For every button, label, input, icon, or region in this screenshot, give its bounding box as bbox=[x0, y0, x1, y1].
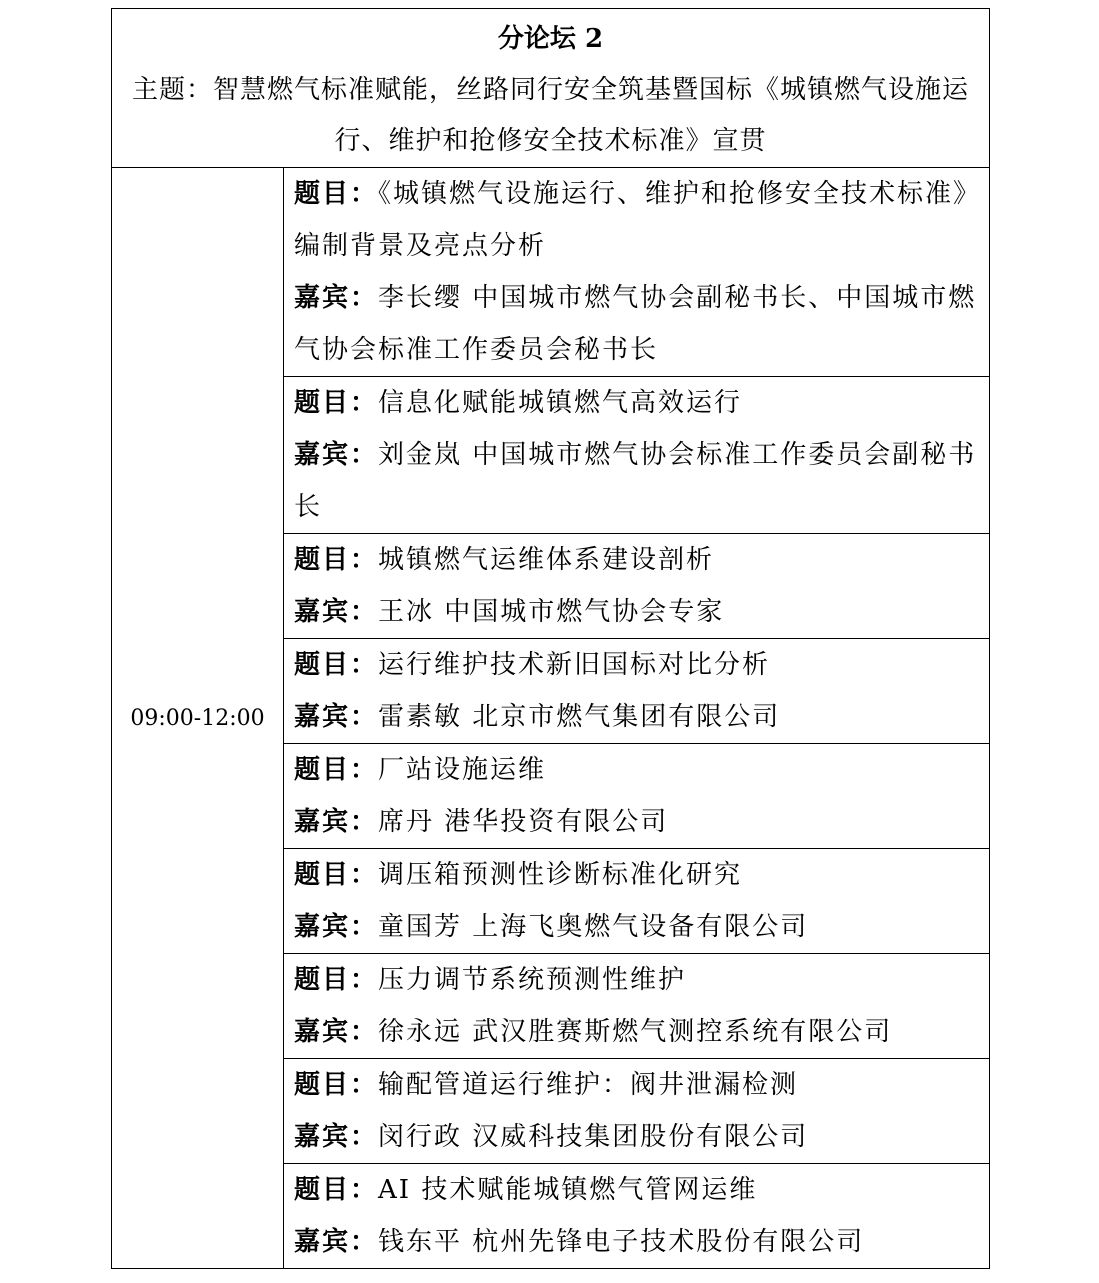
session-topic bbox=[284, 168, 989, 272]
topic-text: AI 技术赋能城镇燃气管网运维 bbox=[378, 1175, 758, 1205]
topic-text: 信息化赋能城镇燃气高效运行 bbox=[378, 388, 743, 418]
speaker-text: 席丹 港华投资有限公司 bbox=[378, 807, 669, 837]
topic-label: 题目： bbox=[294, 860, 379, 890]
topic-text: 压力调节系统预测性维护 bbox=[378, 965, 687, 995]
topic-label: 题目： bbox=[294, 179, 379, 209]
session-topic bbox=[284, 534, 989, 586]
forum-header-row bbox=[112, 9, 990, 168]
session-cell bbox=[284, 954, 990, 1059]
speaker-text: 童国芳 上海飞奥燃气设备有限公司 bbox=[378, 912, 809, 942]
speaker-label: 嘉宾： bbox=[294, 702, 379, 732]
session-topic bbox=[284, 954, 989, 1006]
topic-text: 输配管道运行维护：阀井泄漏检测 bbox=[378, 1070, 799, 1100]
speaker-label: 嘉宾： bbox=[294, 1227, 379, 1257]
session-speaker bbox=[284, 586, 989, 638]
session-cell bbox=[284, 744, 990, 849]
speaker-label: 嘉宾： bbox=[294, 597, 379, 627]
session-speaker bbox=[284, 272, 989, 376]
speaker-text: 闵行政 汉威科技集团股份有限公司 bbox=[378, 1122, 809, 1152]
speaker-text: 雷素敏 北京市燃气集团有限公司 bbox=[378, 702, 781, 732]
speaker-text: 钱东平 杭州先锋电子技术股份有限公司 bbox=[378, 1227, 865, 1257]
session-cell bbox=[284, 168, 990, 377]
topic-text: 城镇燃气运维体系建设剖析 bbox=[378, 545, 715, 575]
session-speaker bbox=[284, 901, 989, 953]
session-speaker bbox=[284, 429, 989, 533]
topic-label: 题目： bbox=[294, 388, 379, 418]
topic-label: 题目： bbox=[294, 965, 379, 995]
session-cell bbox=[284, 377, 990, 534]
session-speaker bbox=[284, 1111, 989, 1163]
session-cell bbox=[284, 849, 990, 954]
topic-label: 题目： bbox=[294, 1070, 379, 1100]
speaker-label: 嘉宾： bbox=[294, 807, 379, 837]
session-cell bbox=[284, 639, 990, 744]
topic-text: 调压箱预测性诊断标准化研究 bbox=[378, 860, 743, 890]
topic-text: 《城镇燃气设施运行、维护和抢修安全技术标准》编制背景及亮点分析 bbox=[294, 179, 969, 261]
speaker-text: 刘金岚 中国城市燃气协会标准工作委员会副秘书长 bbox=[294, 440, 977, 522]
session-topic bbox=[284, 1164, 989, 1216]
session-speaker bbox=[284, 1216, 989, 1268]
topic-text: 运行维护技术新旧国标对比分析 bbox=[378, 650, 771, 680]
speaker-text: 徐永远 武汉胜赛斯燃气测控系统有限公司 bbox=[378, 1017, 893, 1047]
session-speaker bbox=[284, 691, 989, 743]
session-speaker bbox=[284, 796, 989, 848]
session-topic bbox=[284, 744, 989, 796]
topic-label: 题目： bbox=[294, 755, 379, 785]
forum-header-cell bbox=[112, 9, 990, 168]
session-topic bbox=[284, 849, 989, 901]
speaker-label: 嘉宾： bbox=[294, 912, 379, 942]
session-topic bbox=[284, 639, 989, 691]
speaker-label: 嘉宾： bbox=[294, 1017, 379, 1047]
speaker-text: 李长缨 中国城市燃气协会副秘书长、中国城市燃气协会标准工作委员会秘书长 bbox=[294, 283, 977, 365]
session-topic bbox=[284, 1059, 989, 1111]
session-cell bbox=[284, 1164, 990, 1269]
speaker-label: 嘉宾： bbox=[294, 283, 379, 313]
speaker-text: 王冰 中国城市燃气协会专家 bbox=[378, 597, 725, 627]
topic-text: 厂站设施运维 bbox=[378, 755, 547, 785]
session-row bbox=[112, 168, 990, 377]
forum-theme: 主题：智慧燃气标准赋能，丝路同行安全筑基暨国标《城镇燃气设施运行、维护和抢修安全技术标准》宣贯 bbox=[132, 75, 970, 156]
topic-label: 题目： bbox=[294, 1175, 379, 1205]
forum-title: 分论坛 2 bbox=[497, 24, 604, 54]
forum-agenda-table bbox=[111, 8, 990, 1269]
session-cell bbox=[284, 1059, 990, 1164]
session-cell bbox=[284, 534, 990, 639]
topic-label: 题目： bbox=[294, 650, 379, 680]
session-topic bbox=[284, 377, 989, 429]
speaker-label: 嘉宾： bbox=[294, 440, 379, 470]
time-slot: 09:00-12:00 bbox=[112, 168, 284, 1269]
topic-label: 题目： bbox=[294, 545, 379, 575]
session-speaker bbox=[284, 1006, 989, 1058]
speaker-label: 嘉宾： bbox=[294, 1122, 379, 1152]
